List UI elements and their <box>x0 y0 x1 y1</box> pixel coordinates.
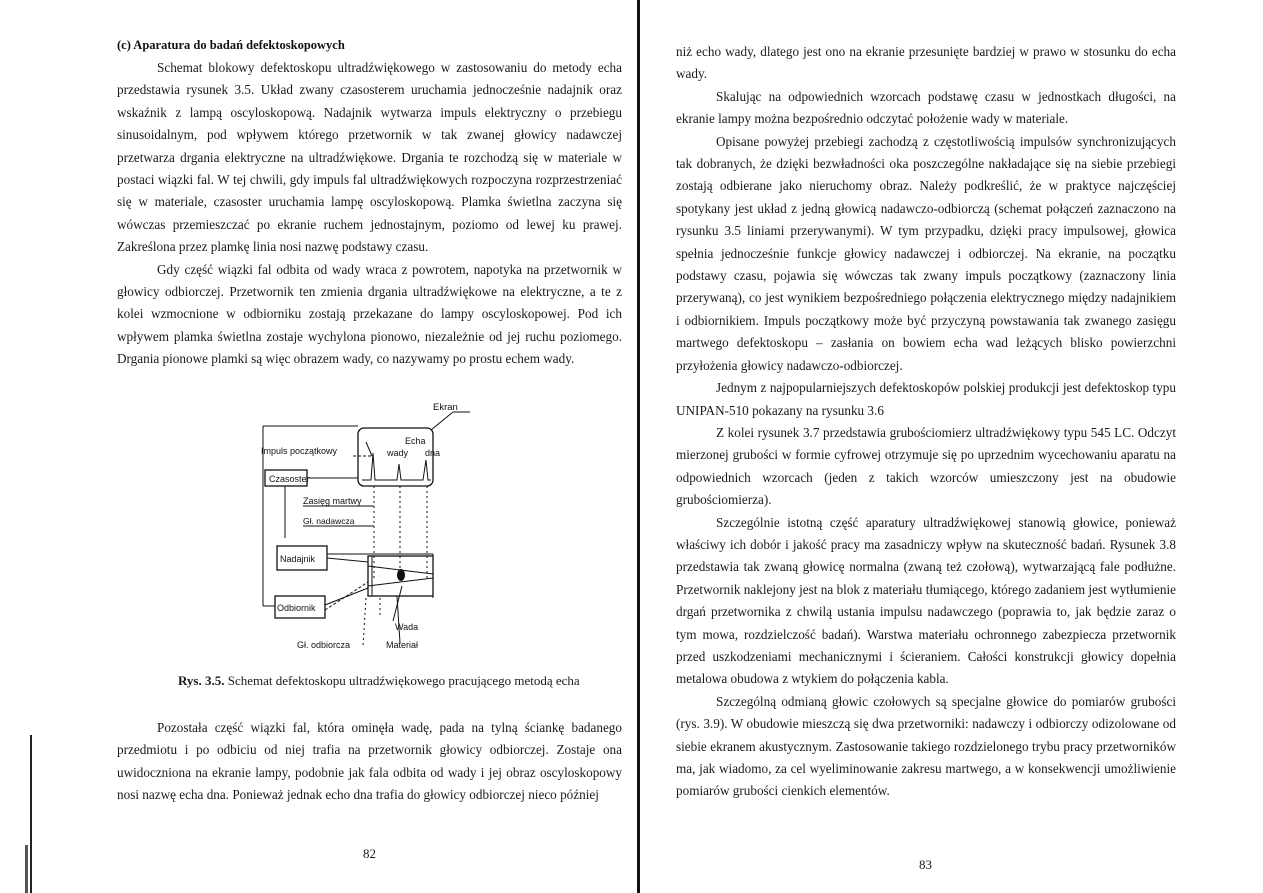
dna-label: dna <box>425 448 441 458</box>
page-number-left: 82 <box>363 846 376 861</box>
page-edge-shadow <box>30 735 32 893</box>
gl-nadawcza-label: Gł. nadawcza <box>303 516 355 526</box>
paragraph: Schemat blokowy defektoskopu ultradźwiękowego w zastosowaniu do metody echa przedstawia rysunek 3.5. Układ zwany czasosterem uruchamia jednocześnie nadajnik oraz wskaźnik z lampą oscyloskopową. Nadajnik wytwarza impuls elektryczny o przebiegu sinusoidalnym, pod wpływem którego przetwornik w tak zwanej głowicy nadawczej przetwarza drgania elektryczne na ultradźwiękowe. Drgania te rozchodzą się w materiale w postaci wiązki fal. W tej chwili, gdy impuls fal ultradźwiękowych rozpoczyna rozprzestrzeniać się w materiale, czasoster uruchamia lampę oscyloskopową. Plamka świetlna zaczyna się wówczas przemieszczać po ekranie ruchem jednostajnym, poziomo od lewej ku prawej. Zakreślona przez plamkę linia nosi nazwę podstawy czasu. <box>117 60 622 255</box>
wady-label: wady <box>387 448 409 458</box>
page-edge-shadow-2 <box>25 845 28 893</box>
zasieg-label: Zasięg martwy <box>303 496 362 506</box>
czasoster-label: Czasoster <box>269 474 310 484</box>
caption-text: Schemat defektoskopu ultradźwiękowego pracującego metodą echa <box>227 673 580 688</box>
paragraph: Gdy część wiązki fal odbita od wady wraca z powrotem, napotyka na przetwornik w głowicy odbiorczej. Przetwornik ten zmienia drgania ultradźwiękowe na elektryczne, a te z kolei wzmocnione w odbiorniku zostają przekazane do lampy oscyloskopowej. Pod ich wpływem plamka świetlna zostaje wychylona pionowo, niezależnie od jej ruchu poziomego. Drgania pionowe plamki są więc obrazem wady, co nazywamy po prostu echem wady. <box>117 261 622 367</box>
paragraph: Szczególnie istotną część aparatury ultradźwiękowej stanowią głowice, ponieważ właściwy ich dobór i jakość pracy ma zasadniczy wpływ na skuteczność badań. Rysunek 3.8 przedstawia tak zwaną głowicę normalna (zwaną też czołową), wytwarzającą fale podłużne. Przetwornik naklejony jest na blok z materiału tłumiącego, którego zadaniem jest wytłumienie drgań przetwornika z chwilą ustania impulsu nadawczego (poprawia to, jak będzie zaraz o tym mowa, rozdzielczość badań). Warstwa materiału ochronnego zabezpiecza przetwornik przed uszkodzeniami mechanicznymi i ścieraniem. Całości konstrukcji głowicy dopełnia metalowa obudowa z wtykiem do połączenia kabla. <box>676 514 1176 687</box>
material-label: Materiał <box>386 640 419 650</box>
figure-caption <box>178 673 580 689</box>
defect-mark <box>397 569 405 581</box>
impuls-label: Impuls początkowy <box>261 446 338 456</box>
defectoscope-diagram <box>255 398 485 656</box>
wada-label: Wada <box>395 622 419 632</box>
echa-label: Echa <box>405 436 426 446</box>
ekran-label: Ekran <box>433 402 458 413</box>
caption-label: Rys. 3.5. <box>178 673 225 688</box>
paragraph: Opisane powyżej przebiegi zachodzą z częstotliwością impulsów synchronizujących tak dobranych, że dzięki bezwładności oka poszczególne nakładające się na siebie przebiegi zostają odbierane jako nieruchomy obraz. Należy podkreślić, że w praktyce najczęściej spotykany jest układ z jedną głowicą nadawczo-odbiorczą (schemat połączeń zaznaczono na rysunku 3.5 liniami przerywanymi). W tym przypadku, dzięki pracy impulsowej, głowica spełnia jednocześnie funkcje głowicy nadawczej i odbiorczej. Na ekranie, na początku podstawy czasu, pojawia się wówczas tak zwany impuls początkowy (zaznaczony linia przerywaną), co jest wynikiem bezpośredniego połączenia elektrycznego między nadajnikiem i odbiornikiem. Impuls początkowy może być przyczyną powstawania tak zwanego zasięgu martwego defektoskopu – zasłania on bowiem echa wad leżących blisko powierzchni przyłożenia głowicy nadawczo-odbiorczej. <box>676 133 1176 373</box>
paragraph: Z kolei rysunek 3.7 przedstawia grubościomierz ultradźwiękowy typu 545 LC. Odczyt mierzonej grubości w formie cyfrowej otrzymuje się po uprzednim wycechowaniu aparatu na odpowiednich wzorcach (jeden z takich wzorców umieszczony jest na obudowie grubościomierza). <box>676 424 1176 508</box>
paragraph: niż echo wady, dlatego jest ono na ekranie przesunięte bardziej w prawo w stosunku do echa wady. <box>676 44 1176 82</box>
odbiornik-label: Odbiornik <box>277 603 316 613</box>
paragraph: Pozostała część wiązki fal, która ominęła wadę, pada na tylną ściankę badanego przedmiotu i po odbiciu od niej trafia na przetwornik głowicy odbiorczej. Zostaje ona uwidoczniona na ekranie lampy, podobnie jak fala odbita od wady i jej obraz oscyloskopowy nosi nazwę echa dna. Ponieważ jednak echo dna trafia do głowicy odbiorczej nieco później <box>117 720 622 803</box>
paragraph: Skalując na odpowiednich wzorcach podstawę czasu w jednostkach długości, na ekranie lampy można bezpośrednio odczytać położenie wady w materiale. <box>676 88 1176 127</box>
left-text-bottom <box>117 717 622 807</box>
nadajnik-label: Nadajnik <box>280 554 316 564</box>
book-spine <box>637 0 640 893</box>
paragraph: Jednym z najpopularniejszych defektoskopów polskiej produkcji jest defektoskop typu UNIPAN-510 pokazany na rysunku 3.6 <box>676 380 1176 418</box>
gl-odbiorcza-label: Gł. odbiorcza <box>297 640 351 650</box>
section-heading: (c) Aparatura do badań defektoskopowych <box>117 38 345 52</box>
paragraph: Szczególną odmianą głowic czołowych są specjalne głowice do pomiarów grubości (rys. 3.9). W obudowie mieszczą się dwa przetworniki: nadawczy i odbiorczy odizolowane od siebie ekranem akustycznym. Zastosowanie takiego rozdzielonego trybu pracy przetworników ma, jak wiadomo, za cel wyeliminowanie zakresu martwego, a w konsekwencji umożliwienie pomiarów grubości cienkich elementów. <box>676 693 1176 799</box>
right-text <box>676 41 1176 803</box>
left-text-top <box>117 57 622 371</box>
page-number-right: 83 <box>919 857 932 872</box>
